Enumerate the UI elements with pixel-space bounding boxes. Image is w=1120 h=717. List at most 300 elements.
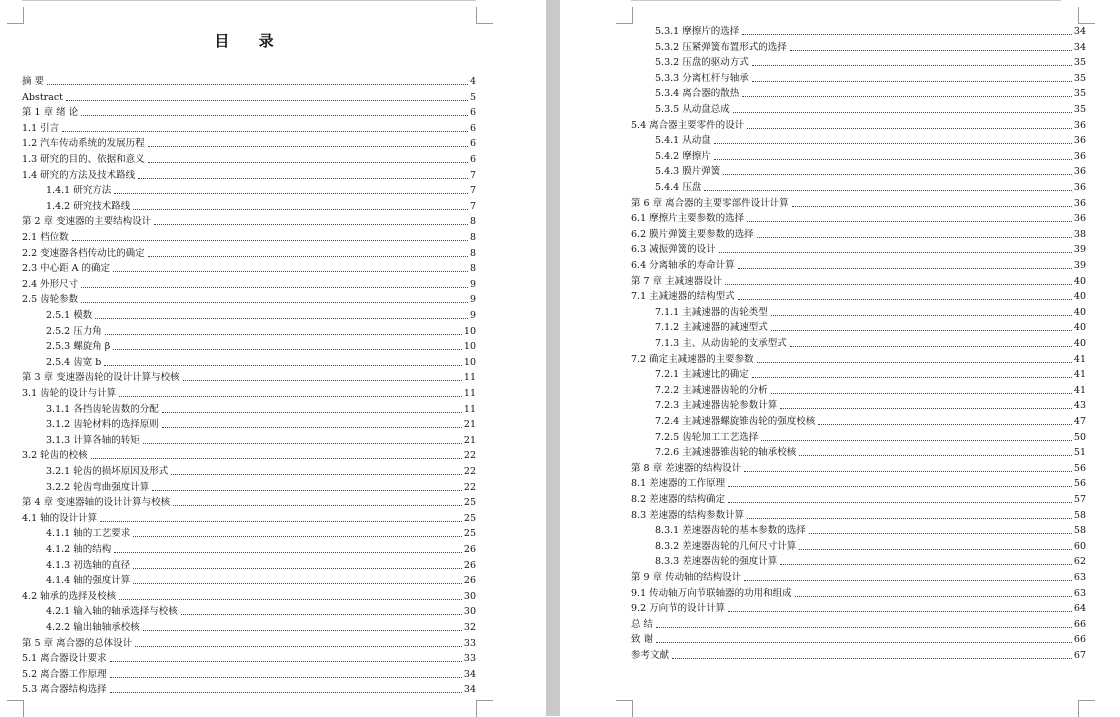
toc-entry[interactable] <box>46 183 476 197</box>
dot-leader <box>742 96 1072 97</box>
dot-leader <box>95 318 468 319</box>
toc-entry-title: 1.3 研究的目的、依据和意义 <box>22 154 145 165</box>
toc-entry[interactable] <box>22 370 476 384</box>
dot-leader <box>752 65 1072 66</box>
dot-leader <box>148 256 468 257</box>
toc-entry[interactable] <box>22 90 476 104</box>
dot-leader <box>747 128 1072 129</box>
toc-entry[interactable] <box>22 74 476 88</box>
dot-leader <box>780 408 1072 409</box>
toc-entry-page: 11 <box>463 403 476 415</box>
toc-entry-title: 2.5.4 齿宽 b <box>46 356 102 368</box>
toc-entry-title: 总 结 <box>631 618 654 630</box>
toc-entry-page: 10 <box>463 356 476 368</box>
toc-entry-page: 8 <box>469 263 476 275</box>
dot-leader <box>148 146 468 147</box>
toc-entry-title: 5.4 离合器主要零件的设计 <box>631 119 745 131</box>
toc-entry-page: 7 <box>469 200 476 212</box>
crop-mark <box>616 7 633 24</box>
dot-leader <box>143 630 462 631</box>
toc-entry-page: 9 <box>469 278 476 290</box>
toc-entry[interactable] <box>631 586 1086 600</box>
dot-leader <box>181 614 462 615</box>
toc-entry[interactable] <box>46 464 476 478</box>
toc-entry[interactable] <box>46 433 476 447</box>
toc-entry[interactable] <box>46 339 476 353</box>
dot-leader <box>714 143 1072 144</box>
toc-entry-page: 7 <box>469 169 476 181</box>
toc-entry-page: 58 <box>1073 525 1086 537</box>
toc-entry-page: 36 <box>1073 182 1086 193</box>
dot-leader <box>704 190 1072 191</box>
toc-entry-title: 5.4.3 膜片弹簧 <box>655 166 721 178</box>
toc-entry-title: 6.2 膜片弹簧主要参数的选择 <box>631 228 754 240</box>
toc-entry-title: 6.1 摩擦片主要参数的选择 <box>631 213 745 225</box>
toc-entry-title: 7.2.2 主减速器齿轮的分析 <box>655 384 768 396</box>
dot-leader <box>100 521 462 522</box>
dot-leader <box>119 396 462 397</box>
toc-entry-title: 3.2.1 轮齿的损坏原因及形式 <box>46 466 169 477</box>
dot-leader <box>72 240 468 241</box>
toc-entry[interactable] <box>22 495 476 509</box>
dot-leader <box>154 224 468 225</box>
toc-entry[interactable] <box>631 118 1086 132</box>
toc-entry[interactable] <box>22 292 476 306</box>
crop-mark <box>616 700 633 717</box>
toc-entry-title: 5.4.1 从动盘 <box>655 135 711 147</box>
toc-entry[interactable] <box>631 632 1086 646</box>
toc-entry-title: 2.3 中心距 A 的确定 <box>22 263 111 275</box>
toc-entry-title: 5.2 离合器工作原理 <box>22 668 107 680</box>
dot-leader <box>47 84 468 85</box>
dot-leader <box>148 162 468 163</box>
toc-entry[interactable] <box>631 352 1086 366</box>
dot-leader <box>714 159 1072 160</box>
dot-leader <box>113 349 462 350</box>
toc-entry-page: 11 <box>463 388 476 399</box>
toc-entry-title: 4.1.2 轴的结构 <box>46 544 112 555</box>
toc-entry[interactable] <box>631 227 1086 241</box>
toc-entry-page: 66 <box>1073 634 1086 646</box>
toc-entry-page: 26 <box>463 544 476 555</box>
toc-entry-page: 33 <box>463 653 476 665</box>
crop-mark <box>7 700 24 717</box>
toc-entry-title: 6.3 减振弹簧的设计 <box>631 244 716 256</box>
toc-entry-page: 36 <box>1073 166 1086 178</box>
toc-entry-page: 35 <box>1073 88 1086 100</box>
dot-leader <box>133 568 462 569</box>
dot-leader <box>761 440 1072 441</box>
toc-entry-title: 8.3.2 差速器齿轮的几何尺寸计算 <box>655 540 797 552</box>
toc-entry-page: 64 <box>1073 603 1086 615</box>
toc-entry-title: 1.4 研究的方法及技术路线 <box>22 169 136 181</box>
toc-entry-title: 4.2.1 输入轴的轴承选择与校核 <box>46 606 178 618</box>
toc-entry-page: 66 <box>1073 618 1086 630</box>
toc-entry-page: 21 <box>463 419 476 431</box>
toc-entry-title: 4.1.3 初选轴的直径 <box>46 559 131 571</box>
dot-leader <box>744 471 1072 472</box>
toc-entry[interactable] <box>655 164 1086 178</box>
dot-leader <box>728 486 1072 487</box>
toc-entry-title: 4.2 轴承的选择及校核 <box>22 590 117 602</box>
toc-entry[interactable] <box>631 492 1086 506</box>
document-page-right <box>560 0 1120 716</box>
toc-entry[interactable] <box>631 211 1086 225</box>
toc-entry-page: 39 <box>1073 260 1086 271</box>
toc-entry[interactable] <box>46 308 476 322</box>
dot-leader <box>143 443 462 444</box>
toc-entry[interactable] <box>46 417 476 431</box>
toc-entry[interactable] <box>46 402 476 416</box>
toc-entry-title: 5.3.2 压紧弹簧布置形式的选择 <box>655 41 787 53</box>
toc-entry[interactable] <box>22 136 476 150</box>
toc-entry-title: 8.3.3 差速器齿轮的强度计算 <box>655 556 778 568</box>
toc-entry-title: 5.3.1 摩擦片的选择 <box>655 26 740 37</box>
toc-entry-title: 5.4.2 摩擦片 <box>655 150 711 162</box>
dot-leader <box>105 334 462 335</box>
dot-leader <box>723 174 1072 175</box>
toc-entry-title: 7.1.3 主、从动齿轮的支承型式 <box>655 338 787 349</box>
toc-entry[interactable] <box>631 617 1086 631</box>
toc-entry-title: 5.1 离合器设计要求 <box>22 653 107 665</box>
toc-entry-title: 9.2 万向节的设计计算 <box>631 603 726 615</box>
toc-entry-page: 30 <box>463 606 476 618</box>
toc-entry[interactable] <box>655 305 1086 319</box>
toc-entry-title: 8.1 差速器的工作原理 <box>631 478 726 490</box>
toc-entry-page: 56 <box>1073 462 1086 474</box>
toc-entry-title: 5.3.3 分离杠杆与轴承 <box>655 72 749 84</box>
toc-entry-page: 8 <box>469 216 476 228</box>
toc-entry-page: 47 <box>1073 416 1086 427</box>
toc-entry[interactable] <box>655 554 1086 568</box>
toc-entry-title: 8.2 差速器的结构确定 <box>631 494 726 505</box>
toc-entry-page: 36 <box>1073 197 1086 209</box>
dot-leader <box>752 377 1072 378</box>
toc-entry-page: 62 <box>1073 556 1086 568</box>
toc-entry-title: 8.3.1 差速器齿轮的基本参数的选择 <box>655 525 806 537</box>
dot-leader <box>133 583 462 584</box>
toc-entry-title: 2.5 齿轮参数 <box>22 294 79 306</box>
toc-entry-title: 7.1.2 主减速器的减速型式 <box>655 322 768 334</box>
toc-entry[interactable] <box>631 258 1086 272</box>
dot-leader <box>113 271 468 272</box>
toc-entry-title: 1.2 汽车传动系统的发展历程 <box>22 138 145 150</box>
dot-leader <box>792 206 1072 207</box>
crop-mark <box>7 7 24 24</box>
toc-entry-title: 3.2.2 轮齿弯曲强度计算 <box>46 481 150 493</box>
toc-entry-page: 6 <box>469 138 476 150</box>
toc-entry-page: 10 <box>463 341 476 353</box>
dot-leader <box>733 112 1072 113</box>
toc-entry-title: 4.1.4 轴的强度计算 <box>46 575 131 587</box>
toc-entry-title: 4.2.2 输出轴轴承校核 <box>46 622 140 633</box>
dot-leader <box>183 380 462 381</box>
toc-entry-page: 40 <box>1073 322 1086 334</box>
toc-entry-page: 43 <box>1073 400 1086 412</box>
dot-leader <box>81 115 468 116</box>
toc-entry-page: 51 <box>1073 447 1086 459</box>
toc-entry[interactable] <box>655 523 1086 537</box>
toc-entry[interactable] <box>22 261 476 275</box>
toc-entry-title: 7.2.5 齿轮加工工艺选择 <box>655 431 759 443</box>
toc-entry[interactable] <box>22 168 476 182</box>
toc-entry-title: 参考文献 <box>631 650 670 661</box>
toc-entry-title: 7.2.3 主减速器齿轮参数计算 <box>655 400 778 412</box>
toc-entry[interactable] <box>22 121 476 135</box>
toc-entry-title: 第 9 章 传动轴的结构设计 <box>631 572 742 583</box>
dot-leader <box>752 81 1072 82</box>
toc-entry-page: 5 <box>469 91 476 103</box>
toc-entry[interactable] <box>631 461 1086 475</box>
toc-entry[interactable] <box>655 336 1086 350</box>
toc-entry-title: 5.3.2 压盘的驱动方式 <box>655 57 749 69</box>
toc-entry-title: 3.2 轮齿的校核 <box>22 450 88 462</box>
toc-entry-page: 63 <box>1073 572 1086 583</box>
dot-leader <box>114 193 468 194</box>
toc-entry-page: 36 <box>1073 135 1086 147</box>
toc-entry-page: 34 <box>463 668 476 680</box>
toc-entry[interactable] <box>46 604 476 618</box>
toc-entry-page: 38 <box>1073 228 1086 240</box>
toc-entry-page: 22 <box>463 466 476 477</box>
toc-entry[interactable] <box>631 476 1086 490</box>
toc-entry-title: 4.1 轴的设计计算 <box>22 512 98 524</box>
toc-entry-page: 11 <box>463 372 476 384</box>
crop-mark <box>1078 7 1095 24</box>
toc-entry[interactable] <box>655 414 1086 428</box>
toc-entry-title: 2.5.3 螺旋角 β <box>46 341 111 353</box>
toc-entry[interactable] <box>655 40 1086 54</box>
toc-entry-title: 5.4.4 压盘 <box>655 182 702 193</box>
toc-entry[interactable] <box>655 180 1086 194</box>
toc-entry-page: 35 <box>1073 104 1086 115</box>
dot-leader <box>656 642 1072 643</box>
toc-entry-title: 3.1.1 各挡齿轮齿数的分配 <box>46 403 159 415</box>
toc-entry[interactable] <box>46 558 476 572</box>
toc-entry-title: 致 谢 <box>631 634 654 646</box>
toc-entry-page: 39 <box>1073 244 1086 256</box>
toc-entry-title: 7.1.1 主减速器的齿轮类型 <box>655 306 768 318</box>
dot-leader <box>728 502 1072 503</box>
toc-entry-page: 10 <box>463 325 476 337</box>
toc-entry-page: 4 <box>469 76 476 87</box>
toc-entry-page: 34 <box>463 684 476 696</box>
toc-entry-page: 56 <box>1073 478 1086 490</box>
toc-entry-title: 1.1 引言 <box>22 122 60 134</box>
toc-entry-page: 26 <box>463 575 476 587</box>
toc-entry[interactable] <box>22 246 476 260</box>
dot-leader <box>744 580 1072 581</box>
toc-entry[interactable] <box>655 102 1086 116</box>
dot-leader <box>795 596 1072 597</box>
toc-heading: 目 录 <box>214 32 286 50</box>
toc-entry[interactable] <box>46 355 476 369</box>
toc-entry-title: 第 3 章 变速器齿轮的设计计算与校核 <box>22 372 180 384</box>
toc-entry-title: 1.4.1 研究方法 <box>46 185 112 197</box>
toc-entry-title: 1.4.2 研究技术路线 <box>46 200 131 212</box>
toc-entry-title: 5.3.4 离合器的散热 <box>655 88 740 100</box>
toc-entry[interactable] <box>46 480 476 494</box>
toc-entry[interactable] <box>655 71 1086 85</box>
toc-entry-page: 33 <box>463 637 476 649</box>
toc-entry[interactable] <box>46 573 476 587</box>
toc-entry[interactable] <box>46 542 476 556</box>
dot-leader <box>656 627 1072 628</box>
toc-entry[interactable] <box>46 199 476 213</box>
toc-entry[interactable] <box>655 383 1086 397</box>
toc-entry-title: 4.1.1 轴的工艺要求 <box>46 528 131 540</box>
toc-entry[interactable] <box>22 277 476 291</box>
toc-entry-page: 22 <box>463 481 476 493</box>
toc-entry-page: 36 <box>1073 150 1086 162</box>
toc-entry[interactable] <box>631 648 1086 662</box>
toc-entry-page: 32 <box>463 622 476 633</box>
toc-entry-title: 7.2 确定主减速器的主要参数 <box>631 353 754 365</box>
dot-leader <box>742 34 1072 35</box>
toc-entry-page: 41 <box>1073 384 1086 396</box>
toc-entry-title: 7.2.6 主减速器锥齿轮的轴承校核 <box>655 447 797 459</box>
page-gutter <box>546 0 560 716</box>
dot-leader <box>790 50 1072 51</box>
toc-entry-title: 第 4 章 变速器轴的设计计算与校核 <box>22 497 171 509</box>
toc-entry-title: 2.5.1 模数 <box>46 310 93 321</box>
toc-entry-title: 2.1 档位数 <box>22 232 69 243</box>
toc-entry[interactable] <box>655 55 1086 69</box>
toc-entry[interactable] <box>631 242 1086 256</box>
toc-entry-page: 50 <box>1073 431 1086 443</box>
dot-leader <box>110 661 462 662</box>
toc-entry-page: 41 <box>1073 369 1086 381</box>
toc-entry-title: 第 7 章 主减速器设计 <box>631 275 723 287</box>
dot-leader <box>771 330 1072 331</box>
dot-leader <box>133 536 462 537</box>
toc-entry-title: 7.1 主减速器的结构型式 <box>631 291 735 303</box>
toc-entry[interactable] <box>22 214 476 228</box>
toc-entry-title: 2.2 变速器各档传动比的确定 <box>22 247 145 259</box>
toc-entry-title: 3.1.3 计算各轴的转矩 <box>46 434 140 446</box>
toc-entry-title: 第 2 章 变速器的主要结构设计 <box>22 216 152 228</box>
toc-entry-title: 7.2.1 主减速比的确定 <box>655 369 749 381</box>
toc-entry-title: 第 8 章 差速器的结构设计 <box>631 462 742 474</box>
toc-entry[interactable] <box>631 196 1086 210</box>
toc-entry[interactable] <box>22 667 476 681</box>
toc-entry[interactable] <box>22 386 476 400</box>
toc-entry-page: 7 <box>469 185 476 197</box>
toc-entry[interactable] <box>22 682 476 696</box>
toc-entry-title: 2.5.2 压力角 <box>46 325 102 337</box>
toc-entry-page: 6 <box>469 154 476 165</box>
toc-entry-title: 第 1 章 绪 论 <box>22 107 79 119</box>
toc-entry-page: 8 <box>469 247 476 259</box>
toc-entry[interactable] <box>22 636 476 650</box>
toc-entry-page: 8 <box>469 232 476 243</box>
toc-entry[interactable] <box>655 430 1086 444</box>
toc-entry-page: 25 <box>463 512 476 524</box>
toc-entry[interactable] <box>631 601 1086 615</box>
toc-entry-page: 36 <box>1073 119 1086 131</box>
toc-entry[interactable] <box>22 152 476 166</box>
toc-entry[interactable] <box>22 105 476 119</box>
toc-entry[interactable] <box>655 24 1086 38</box>
toc-entry[interactable] <box>46 324 476 338</box>
dot-leader <box>114 552 462 553</box>
toc-entry[interactable] <box>46 620 476 634</box>
toc-entry-title: 摘 要 <box>22 76 45 87</box>
dot-leader <box>809 533 1072 534</box>
toc-entry[interactable] <box>655 149 1086 163</box>
toc-entry[interactable] <box>631 289 1086 303</box>
toc-entry-page: 35 <box>1073 72 1086 84</box>
dot-leader <box>738 268 1072 269</box>
toc-entry[interactable] <box>22 589 476 603</box>
toc-entry-page: 60 <box>1073 540 1086 552</box>
toc-entry-page: 21 <box>463 434 476 446</box>
toc-entry[interactable] <box>655 539 1086 553</box>
page-top-edge <box>631 0 1061 1</box>
crop-mark <box>476 700 493 717</box>
toc-entry-page: 6 <box>469 107 476 119</box>
toc-entry-page: 40 <box>1073 306 1086 318</box>
dot-leader <box>799 455 1072 456</box>
toc-entry[interactable] <box>46 526 476 540</box>
toc-entry[interactable] <box>655 445 1086 459</box>
toc-entry-page: 41 <box>1073 353 1086 365</box>
toc-entry-title: Abstract <box>22 91 63 103</box>
dot-leader <box>81 287 468 288</box>
dot-leader <box>818 424 1072 425</box>
toc-entry-page: 30 <box>463 590 476 602</box>
dot-leader <box>771 393 1072 394</box>
document-page-left <box>0 0 546 716</box>
toc-entry-title: 8.3 差速器的结构参数计算 <box>631 509 745 521</box>
toc-entry[interactable] <box>655 86 1086 100</box>
toc-entry[interactable] <box>655 133 1086 147</box>
toc-entry-title: 第 6 章 离合器的主要零部件设计计算 <box>631 197 789 209</box>
toc-entry[interactable] <box>22 230 476 244</box>
toc-entry[interactable] <box>655 320 1086 334</box>
toc-entry-page: 36 <box>1073 213 1086 225</box>
dot-leader <box>799 549 1072 550</box>
dot-leader <box>110 692 462 693</box>
dot-leader <box>91 458 462 459</box>
toc-entry[interactable] <box>631 570 1086 584</box>
toc-entry[interactable] <box>631 274 1086 288</box>
dot-leader <box>747 221 1072 222</box>
toc-entry-page: 26 <box>463 559 476 571</box>
toc-entry-title: 5.3.5 从动盘总成 <box>655 104 730 115</box>
toc-entry-page: 40 <box>1073 338 1086 349</box>
toc-entry-page: 25 <box>463 497 476 509</box>
crop-mark <box>1078 700 1095 717</box>
toc-entry[interactable] <box>655 398 1086 412</box>
toc-entry[interactable] <box>655 367 1086 381</box>
dot-leader <box>725 284 1072 285</box>
toc-entry-page: 57 <box>1073 494 1086 505</box>
dot-leader <box>719 252 1072 253</box>
toc-entry[interactable] <box>22 511 476 525</box>
dot-leader <box>672 658 1072 659</box>
toc-entry[interactable] <box>22 448 476 462</box>
toc-entry-page: 40 <box>1073 291 1086 303</box>
toc-entry-page: 6 <box>469 122 476 134</box>
toc-entry[interactable] <box>22 651 476 665</box>
toc-entry-title: 5.3 离合器结构选择 <box>22 684 107 696</box>
toc-entry-page: 25 <box>463 528 476 540</box>
toc-entry-page: 34 <box>1073 41 1086 53</box>
toc-entry-title: 2.4 外形尺寸 <box>22 278 79 290</box>
toc-entry[interactable] <box>631 508 1086 522</box>
dot-leader <box>152 490 462 491</box>
